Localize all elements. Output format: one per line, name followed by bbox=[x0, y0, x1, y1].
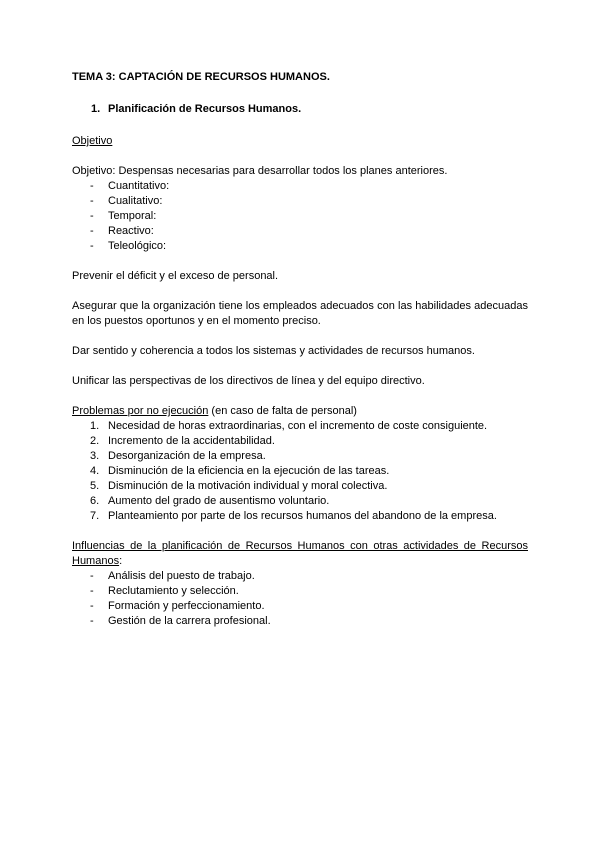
list-item: - Análisis del puesto de trabajo. bbox=[90, 570, 255, 582]
document-page bbox=[72, 70, 528, 629]
list-item: - Formación y perfeccionamiento. bbox=[90, 600, 265, 612]
objetivo-list bbox=[72, 179, 528, 254]
problemas-list bbox=[72, 419, 528, 524]
paragraph: Prevenir el déficit y el exceso de personal. bbox=[72, 270, 279, 282]
list-item: 7. Planteamiento por parte de los recursos humanos del abandono de la empresa. bbox=[90, 510, 497, 522]
list-item: 1. Necesidad de horas extraordinarias, con el incremento de coste consiguiente. bbox=[90, 420, 488, 432]
list-item: 6. Aumento del grado de ausentismo voluntario. bbox=[90, 495, 330, 507]
list-item: - Reclutamiento y selección. bbox=[90, 585, 239, 597]
list-item: 3. Desorganización de la empresa. bbox=[90, 450, 266, 462]
paragraph: Asegurar que la organización tiene los empleados adecuados con las habilidades adecuadas en los puestos oportunos y en el momento preciso. bbox=[72, 300, 528, 327]
section-heading bbox=[72, 102, 528, 117]
list-item: 2. Incremento de la accidentabilidad. bbox=[90, 435, 275, 447]
problemas-heading: Problemas por no ejecución (en caso de falta de personal) bbox=[72, 405, 357, 417]
document-title: TEMA 3: CAPTACIÓN DE RECURSOS HUMANOS. bbox=[72, 71, 330, 83]
list-item: - Reactivo: bbox=[90, 225, 154, 237]
section-heading-text: Planificación de Recursos Humanos. bbox=[108, 103, 302, 115]
influencias-list bbox=[72, 569, 528, 629]
objetivo-text: Objetivo: Despensas necesarias para desarrollar todos los planes anteriores. bbox=[72, 165, 448, 177]
list-item: - Cuantitativo: bbox=[90, 180, 170, 192]
section-number: 1. bbox=[91, 103, 101, 115]
list-item: - Gestión de la carrera profesional. bbox=[90, 615, 271, 627]
influencias-heading: Influencias de la planificación de Recursos Humanos con otras actividades de Recursos Humanos: bbox=[72, 540, 528, 567]
objetivo-heading: Objetivo bbox=[72, 135, 113, 147]
list-item: - Cualitativo: bbox=[90, 195, 163, 207]
list-item: 5. Disminución de la motivación individual y moral colectiva. bbox=[90, 480, 388, 492]
list-item: - Teleológico: bbox=[90, 240, 167, 252]
paragraph: Unificar las perspectivas de los directivos de línea y del equipo directivo. bbox=[72, 375, 425, 387]
list-item: 4. Disminución de la eficiencia en la ejecución de las tareas. bbox=[90, 465, 390, 477]
paragraph: Dar sentido y coherencia a todos los sistemas y actividades de recursos humanos. bbox=[72, 345, 475, 357]
list-item: - Temporal: bbox=[90, 210, 157, 222]
